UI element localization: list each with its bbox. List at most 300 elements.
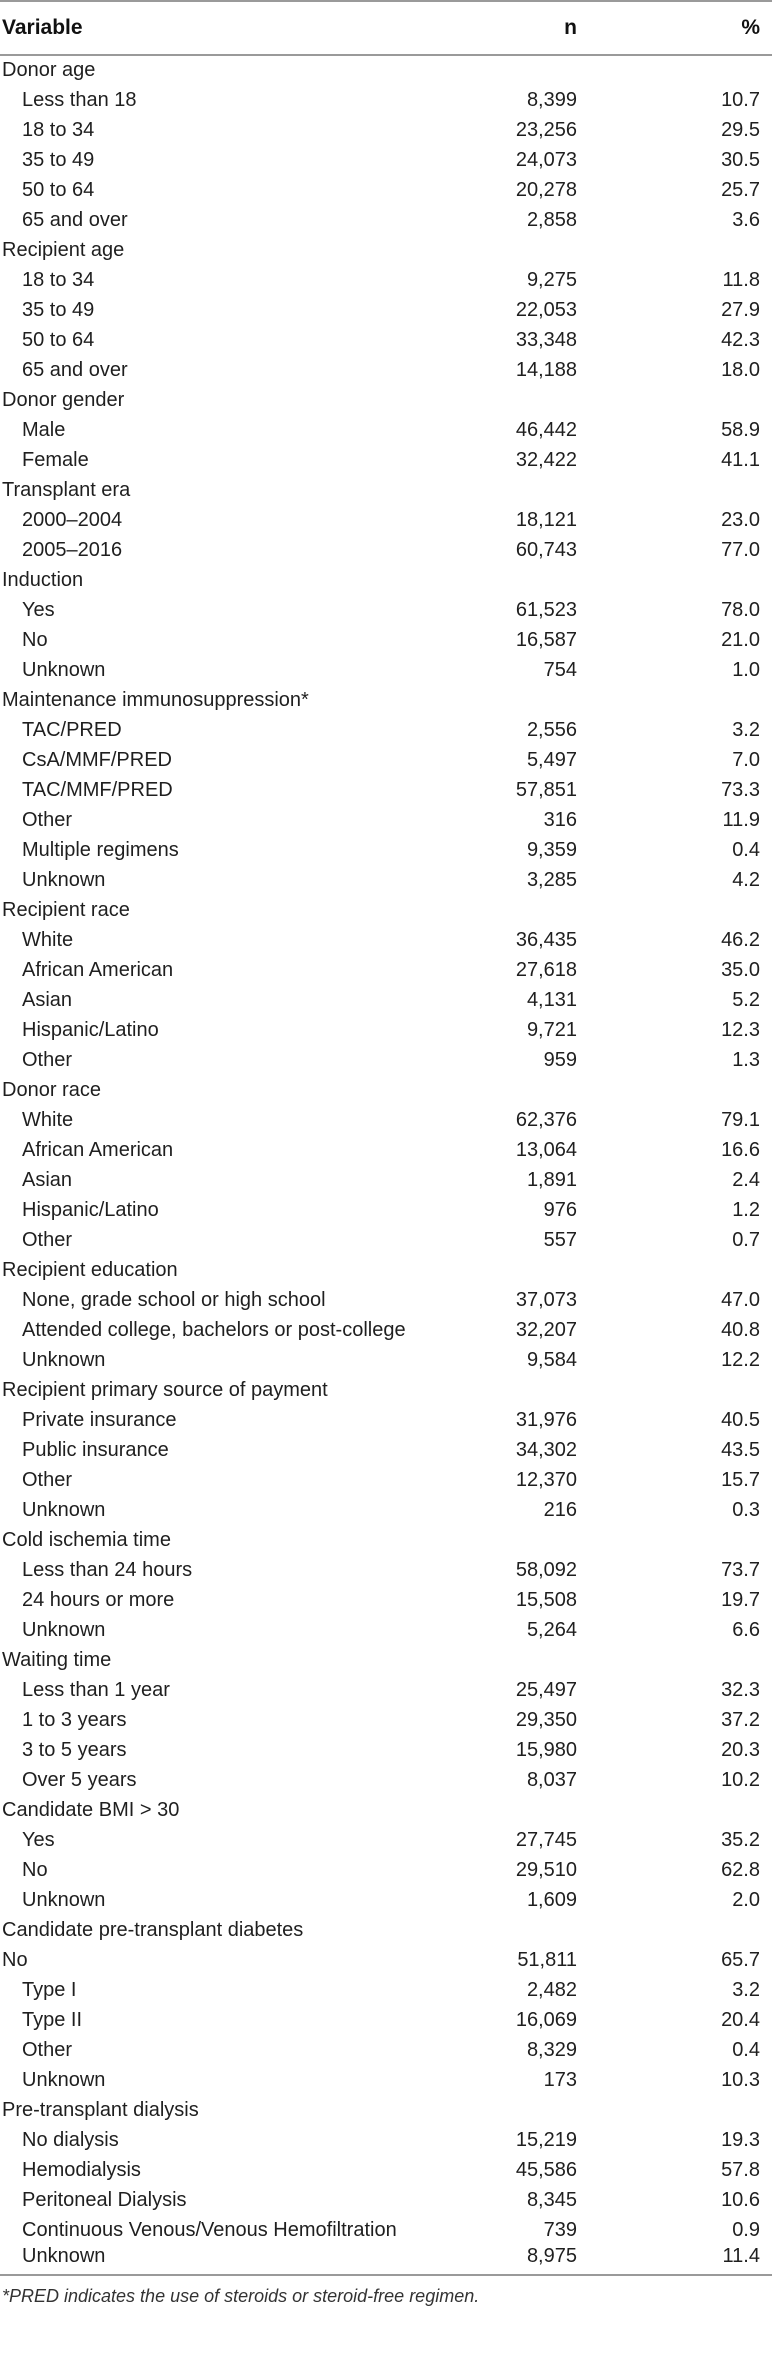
row-label: Other [22, 808, 73, 831]
table-row [0, 1855, 772, 1885]
count-cell: 5,264 [526, 1618, 577, 1641]
percent-cell [635, 475, 772, 505]
count-cell: 8,399 [526, 88, 577, 111]
percent-cell: 0.3 [732, 1498, 760, 1521]
count-cell: 1,891 [526, 1168, 577, 1191]
table-group-row [0, 1915, 772, 1945]
count-cell: 8,345 [526, 2188, 577, 2211]
count-cell: 2,858 [526, 208, 577, 231]
row-label: Unknown [22, 1888, 106, 1911]
count-cell: 739 [543, 2219, 577, 2241]
count-cell [480, 235, 635, 265]
table-row [0, 1405, 772, 1435]
table-row [0, 1105, 772, 1135]
table-row [0, 625, 772, 655]
count-cell: 9,584 [526, 1348, 577, 1371]
count-cell [480, 1915, 635, 1945]
count-cell: 23,256 [515, 118, 577, 141]
row-label: White [22, 928, 74, 951]
row-label: None, grade school or high school [22, 1288, 326, 1311]
table-group-row [0, 1075, 772, 1105]
count-cell: 15,219 [515, 2128, 577, 2151]
count-cell: 316 [543, 808, 577, 831]
row-label: Continuous Venous/Venous Hemofiltration [22, 2219, 397, 2241]
row-label: 35 to 49 [22, 148, 95, 171]
table-row [0, 1735, 772, 1765]
count-cell: 27,745 [515, 1828, 577, 1851]
table-row [0, 2065, 772, 2095]
count-cell [480, 1645, 635, 1675]
row-label: Asian [22, 988, 73, 1011]
percent-cell: 3.2 [732, 1978, 760, 2001]
header-n: n [564, 16, 577, 39]
group-label: Recipient race [2, 898, 130, 921]
percent-cell: 11.8 [722, 268, 760, 291]
group-label: Donor age [2, 59, 96, 81]
table-row [0, 595, 772, 625]
percent-cell: 19.3 [721, 2128, 760, 2151]
percent-cell [635, 1075, 772, 1105]
percent-cell: 43.5 [721, 1438, 760, 1461]
table-group-row [0, 565, 772, 595]
row-label: 24 hours or more [22, 1588, 175, 1611]
percent-cell: 79.1 [721, 1108, 760, 1131]
percent-cell: 1.2 [732, 1198, 760, 1221]
count-cell: 32,207 [515, 1318, 577, 1341]
table-body [0, 55, 772, 2275]
percent-cell: 35.0 [721, 958, 760, 981]
table-group-row [0, 1645, 772, 1675]
table-row [0, 445, 772, 475]
row-label: White [22, 1108, 74, 1131]
percent-cell: 47.0 [721, 1288, 760, 1311]
table-row [0, 1165, 772, 1195]
table-group-row [0, 1795, 772, 1825]
table-row [0, 1225, 772, 1255]
count-cell: 216 [543, 1498, 577, 1521]
row-label: No [22, 628, 48, 651]
table-row [0, 1285, 772, 1315]
row-label: Hispanic/Latino [22, 1018, 159, 1041]
count-cell: 14,188 [515, 358, 577, 381]
row-label: TAC/MMF/PRED [22, 778, 173, 801]
count-cell: 8,329 [526, 2038, 577, 2061]
row-label: Hemodialysis [22, 2158, 141, 2181]
table-row [0, 2035, 772, 2065]
count-cell: 22,053 [515, 298, 577, 321]
table-row [0, 1135, 772, 1165]
row-label: Unknown [22, 658, 106, 681]
row-label: Private insurance [22, 1408, 177, 1431]
count-cell: 31,976 [515, 1408, 577, 1431]
percent-cell: 73.7 [721, 1558, 760, 1581]
table-group-row [0, 235, 772, 265]
percent-cell [635, 685, 772, 715]
percent-cell: 7.0 [732, 748, 760, 771]
table-row [0, 355, 772, 385]
percent-cell: 40.8 [721, 1318, 760, 1341]
table-group-row [0, 2095, 772, 2125]
count-cell [480, 1255, 635, 1285]
count-cell: 57,851 [515, 778, 577, 801]
percent-cell: 46.2 [721, 928, 760, 951]
table-row [0, 745, 772, 775]
count-cell [480, 385, 635, 415]
count-cell: 15,508 [515, 1588, 577, 1611]
row-label: Hispanic/Latino [22, 1198, 159, 1221]
count-cell: 976 [543, 1198, 577, 1221]
table-row [0, 1315, 772, 1345]
count-cell: 29,350 [515, 1708, 577, 1731]
row-label: 35 to 49 [22, 298, 95, 321]
count-cell: 5,497 [526, 748, 577, 771]
table-group-row [0, 895, 772, 925]
row-label: Other [22, 1468, 73, 1491]
row-label: 1 to 3 years [22, 1708, 127, 1731]
row-label: 50 to 64 [22, 328, 95, 351]
count-cell: 9,721 [526, 1018, 577, 1041]
count-cell: 173 [543, 2068, 577, 2091]
row-label: 2005–2016 [22, 538, 123, 561]
count-cell: 4,131 [526, 988, 577, 1011]
group-label: Waiting time [2, 1648, 112, 1671]
table-row [0, 1045, 772, 1075]
table-group-row [0, 1255, 772, 1285]
table-row [0, 1555, 772, 1585]
count-cell: 62,376 [515, 1108, 577, 1131]
percent-cell: 35.2 [721, 1828, 760, 1851]
table-group-row [0, 55, 772, 85]
row-label: Asian [22, 1168, 73, 1191]
footnote: *PRED indicates the use of steroids or steroid-free regimen. [2, 2286, 480, 2306]
count-cell [480, 475, 635, 505]
count-cell: 27,618 [515, 958, 577, 981]
table-row [0, 2155, 772, 2185]
percent-cell: 5.2 [732, 988, 760, 1011]
row-label: 65 and over [22, 358, 128, 381]
count-cell: 1,609 [526, 1888, 577, 1911]
group-label: No [2, 1948, 28, 1971]
percent-cell: 2.0 [732, 1888, 760, 1911]
table-row [0, 145, 772, 175]
row-label: 65 and over [22, 208, 128, 231]
row-label: Type II [22, 2008, 83, 2031]
percent-cell [635, 2095, 772, 2125]
count-cell [480, 1375, 635, 1405]
percent-cell: 57.8 [721, 2158, 760, 2181]
count-cell: 754 [543, 658, 577, 681]
table-row [0, 2185, 772, 2215]
table-row [0, 295, 772, 325]
row-label: Peritoneal Dialysis [22, 2188, 187, 2211]
row-label: Other [22, 1048, 73, 1071]
count-cell: 12,370 [515, 1468, 577, 1491]
percent-cell: 3.6 [732, 208, 760, 231]
table-row [0, 865, 772, 895]
percent-cell: 16.6 [721, 1138, 760, 1161]
group-label: Candidate BMI > 30 [2, 1798, 180, 1821]
group-label: Donor gender [2, 388, 125, 411]
count-cell: 29,510 [515, 1858, 577, 1881]
percent-cell: 1.3 [732, 1048, 760, 1071]
row-label: No [22, 1858, 48, 1881]
percent-cell: 77.0 [721, 538, 760, 561]
percent-cell: 12.3 [721, 1018, 760, 1041]
table-row [0, 715, 772, 745]
row-label: Other [22, 1228, 73, 1251]
percent-cell [635, 385, 772, 415]
row-label: Less than 18 [22, 88, 137, 111]
table-row [0, 2215, 772, 2245]
table-group-row [0, 1525, 772, 1555]
percent-cell: 6.6 [732, 1618, 760, 1641]
count-cell [480, 685, 635, 715]
table-row [0, 2125, 772, 2155]
table-row [0, 1975, 772, 2005]
count-cell [480, 1795, 635, 1825]
percent-cell: 11.4 [722, 2245, 760, 2267]
table-row [0, 325, 772, 355]
count-cell [480, 55, 635, 85]
percent-cell [635, 1915, 772, 1945]
count-cell [480, 1075, 635, 1105]
table-row [0, 115, 772, 145]
count-cell: 61,523 [515, 598, 577, 621]
count-cell: 16,587 [515, 628, 577, 651]
percent-cell: 2.4 [732, 1168, 760, 1191]
row-label: African American [22, 1138, 174, 1161]
group-label: Recipient education [2, 1258, 178, 1281]
table-group-row [0, 1375, 772, 1405]
table-row [0, 1765, 772, 1795]
percent-cell: 30.5 [721, 148, 760, 171]
row-label: Other [22, 2038, 73, 2061]
row-label: Unknown [22, 868, 106, 891]
percent-cell [635, 1255, 772, 1285]
count-cell [480, 1525, 635, 1555]
percent-cell: 73.3 [721, 778, 760, 801]
count-cell: 9,275 [526, 268, 577, 291]
row-label: Unknown [22, 2068, 106, 2091]
count-cell: 58,092 [515, 1558, 577, 1581]
percent-cell: 0.7 [732, 1228, 760, 1251]
percent-cell: 19.7 [721, 1588, 760, 1611]
percent-cell [635, 235, 772, 265]
table-row [0, 1435, 772, 1465]
table-row [0, 2005, 772, 2035]
count-cell: 13,064 [515, 1138, 577, 1161]
row-label: 2000–2004 [22, 508, 123, 531]
group-label: Pre-transplant dialysis [2, 2098, 199, 2121]
percent-cell: 40.5 [721, 1408, 760, 1431]
table-row [0, 835, 772, 865]
percent-cell: 12.2 [721, 1348, 760, 1371]
count-cell: 36,435 [515, 928, 577, 951]
row-label: African American [22, 958, 174, 981]
count-cell: 16,069 [515, 2008, 577, 2031]
percent-cell: 10.7 [721, 88, 760, 111]
count-cell: 15,980 [515, 1738, 577, 1761]
table-row [0, 1495, 772, 1525]
count-cell: 60,743 [515, 538, 577, 561]
group-label: Maintenance immunosuppression* [2, 688, 309, 711]
percent-cell: 20.4 [721, 2008, 760, 2031]
percent-cell: 18.0 [721, 358, 760, 381]
percent-cell: 0.4 [732, 838, 760, 861]
table-row [0, 265, 772, 295]
count-cell: 20,278 [515, 178, 577, 201]
percent-cell: 37.2 [721, 1708, 760, 1731]
row-label: Unknown [22, 1498, 106, 1521]
percent-cell: 58.9 [721, 418, 760, 441]
table-group-row [0, 685, 772, 715]
count-cell: 18,121 [515, 508, 577, 531]
count-cell [480, 895, 635, 925]
group-label: Recipient age [2, 238, 125, 261]
table-row [0, 205, 772, 235]
row-label: TAC/PRED [22, 718, 122, 741]
percent-cell [635, 565, 772, 595]
percent-cell: 15.7 [721, 1468, 760, 1491]
count-cell: 34,302 [515, 1438, 577, 1461]
count-cell: 8,975 [526, 2245, 577, 2267]
table-row [0, 505, 772, 535]
percent-cell [635, 1375, 772, 1405]
row-label: Yes [22, 1828, 55, 1851]
count-cell: 8,037 [526, 1768, 577, 1791]
row-label: Multiple regimens [22, 838, 179, 861]
percent-cell: 0.9 [732, 2219, 760, 2241]
percent-cell: 41.1 [721, 448, 760, 471]
row-label: Type I [22, 1978, 77, 2001]
count-cell: 2,482 [526, 1978, 577, 2001]
count-cell: 46,442 [515, 418, 577, 441]
table-row [0, 1615, 772, 1645]
percent-cell: 78.0 [721, 598, 760, 621]
count-cell [480, 565, 635, 595]
percent-cell: 0.4 [732, 2038, 760, 2061]
table-row [0, 1825, 772, 1855]
table-row [0, 955, 772, 985]
percent-cell: 42.3 [721, 328, 760, 351]
percent-cell: 10.3 [721, 2068, 760, 2091]
count-cell: 3,285 [526, 868, 577, 891]
count-cell: 557 [543, 1228, 577, 1251]
percent-cell [635, 895, 772, 925]
row-label: Unknown [22, 1618, 106, 1641]
table-row [0, 985, 772, 1015]
count-cell: 959 [543, 1048, 577, 1071]
row-label: Less than 24 hours [22, 1558, 193, 1581]
count-cell: 2,556 [526, 718, 577, 741]
percent-cell: 29.5 [721, 118, 760, 141]
row-label: Male [22, 418, 66, 441]
table-row [0, 85, 772, 115]
table-row [0, 775, 772, 805]
table-row [0, 1195, 772, 1225]
count-cell [480, 2095, 635, 2125]
row-label: 18 to 34 [22, 118, 95, 141]
percent-cell [635, 55, 772, 85]
percent-cell: 11.9 [722, 808, 760, 831]
percent-cell: 1.0 [732, 658, 760, 681]
count-cell: 33,348 [515, 328, 577, 351]
percent-cell: 25.7 [721, 178, 760, 201]
table-row [0, 805, 772, 835]
percent-cell: 20.3 [721, 1738, 760, 1761]
percent-cell [635, 1525, 772, 1555]
row-label: Public insurance [22, 1438, 169, 1461]
row-label: Less than 1 year [22, 1678, 170, 1701]
count-cell: 25,497 [515, 1678, 577, 1701]
table-row [0, 1465, 772, 1495]
percent-cell: 65.7 [721, 1948, 760, 1971]
count-cell: 45,586 [515, 2158, 577, 2181]
percent-cell: 10.6 [721, 2188, 760, 2211]
table-row [0, 2245, 772, 2275]
row-label: Unknown [22, 2245, 106, 2267]
percent-cell: 21.0 [721, 628, 760, 651]
table-row [0, 1015, 772, 1045]
table-row [0, 655, 772, 685]
row-label: 3 to 5 years [22, 1738, 127, 1761]
header-percent: % [741, 16, 760, 39]
row-label: 18 to 34 [22, 268, 95, 291]
table-row [0, 415, 772, 445]
group-label: Induction [2, 568, 84, 591]
table-row [0, 175, 772, 205]
table-row [0, 1675, 772, 1705]
group-label: Cold ischemia time [2, 1528, 171, 1551]
table-row [0, 1345, 772, 1375]
row-label: Over 5 years [22, 1768, 137, 1791]
percent-cell: 4.2 [732, 868, 760, 891]
row-label: Female [22, 448, 89, 471]
row-label: 50 to 64 [22, 178, 95, 201]
row-label: Unknown [22, 1348, 106, 1371]
percent-cell: 27.9 [721, 298, 760, 321]
percent-cell: 10.2 [721, 1768, 760, 1791]
table-group-row [0, 475, 772, 505]
percent-cell: 3.2 [732, 718, 760, 741]
header-row [0, 1, 772, 55]
count-cell: 24,073 [515, 148, 577, 171]
percent-cell: 32.3 [721, 1678, 760, 1701]
table-row [0, 1585, 772, 1615]
row-label: CsA/MMF/PRED [22, 748, 172, 771]
row-label: Yes [22, 598, 55, 621]
table-row [0, 925, 772, 955]
table-group-row [0, 385, 772, 415]
table-group-row [0, 1945, 772, 1975]
percent-cell: 23.0 [721, 508, 760, 531]
header-variable: Variable [2, 16, 83, 39]
count-cell: 37,073 [515, 1288, 577, 1311]
row-label: No dialysis [22, 2128, 119, 2151]
group-label: Candidate pre-transplant diabetes [2, 1918, 304, 1941]
table-row [0, 1885, 772, 1915]
group-label: Recipient primary source of payment [2, 1378, 328, 1401]
group-label: Transplant era [2, 478, 131, 501]
percent-cell: 62.8 [721, 1858, 760, 1881]
table-row [0, 1705, 772, 1735]
group-label: Donor race [2, 1078, 101, 1101]
percent-cell [635, 1795, 772, 1825]
count-cell: 51,811 [517, 1948, 577, 1971]
table-row [0, 535, 772, 565]
percent-cell [635, 1645, 772, 1675]
row-label: Attended college, bachelors or post-college [22, 1318, 406, 1341]
